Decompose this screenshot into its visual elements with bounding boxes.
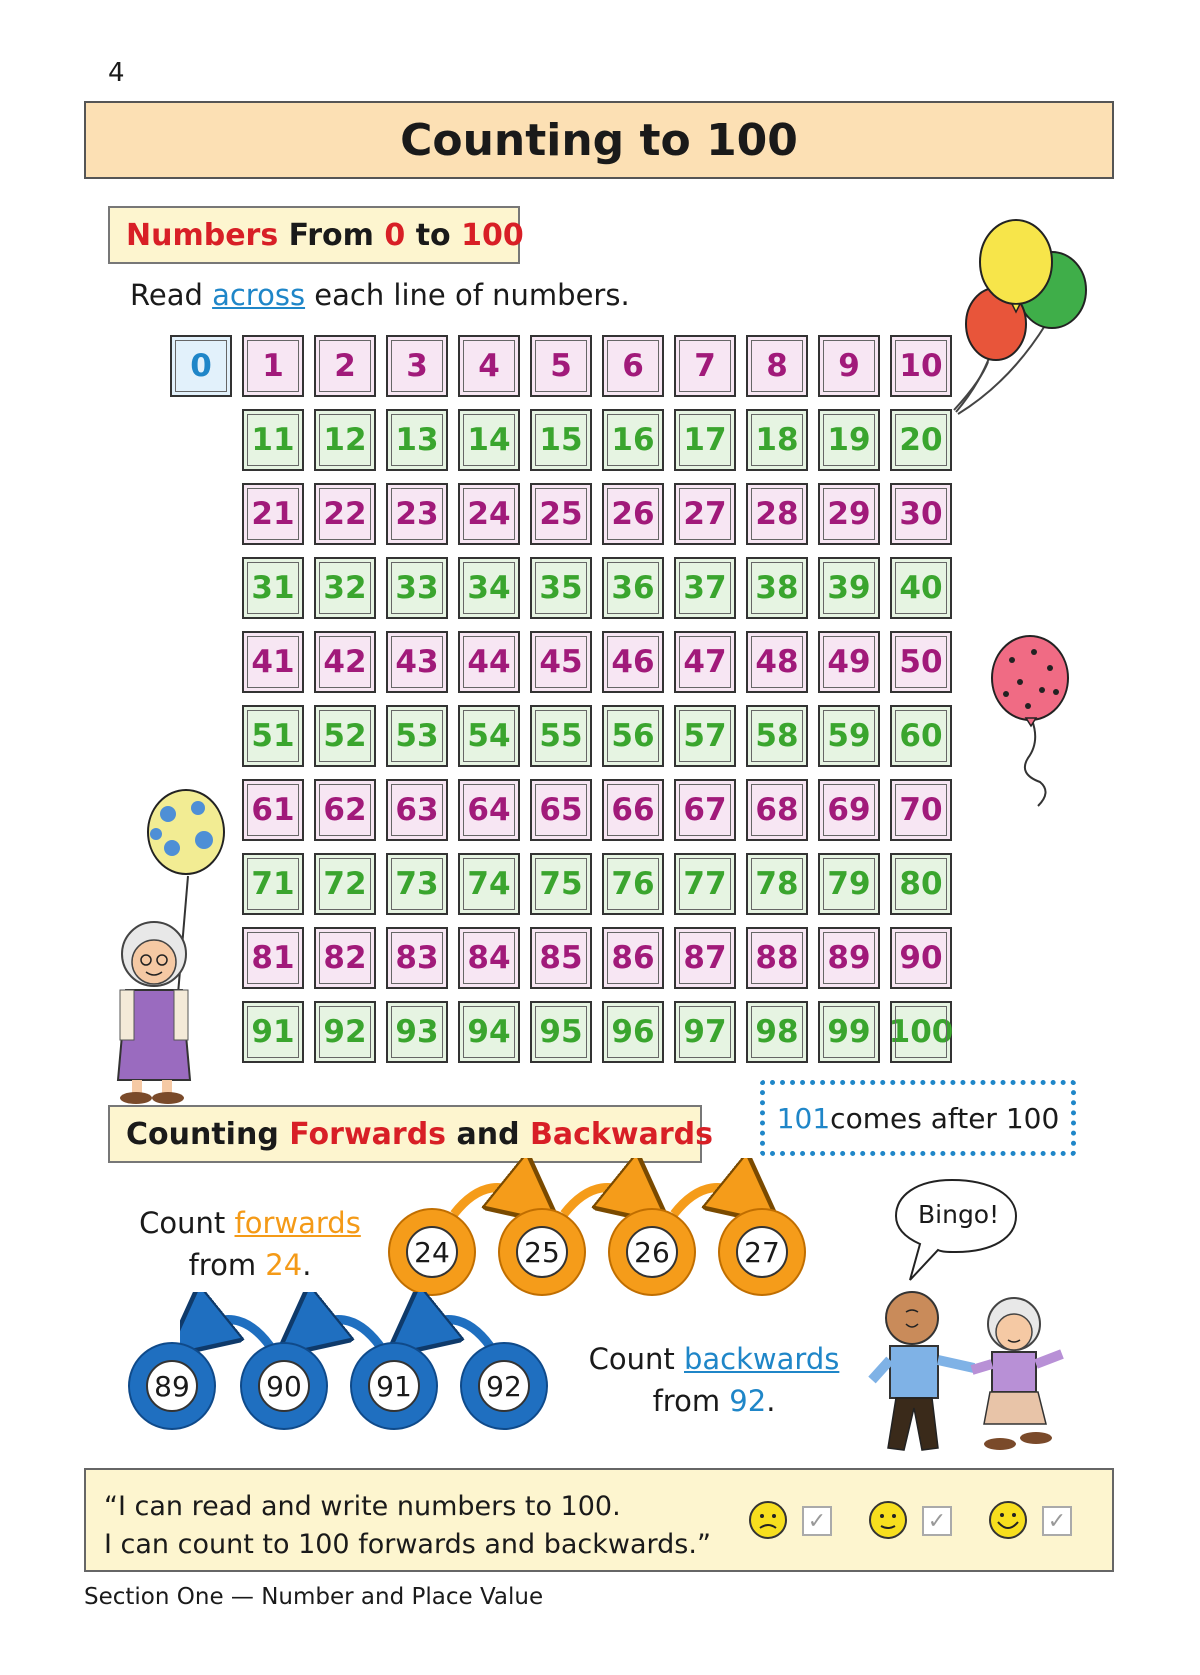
number-cell: 17 bbox=[674, 409, 736, 471]
bingo-ball bbox=[608, 1208, 696, 1296]
number-cell: 19 bbox=[818, 409, 880, 471]
number-cell: 34 bbox=[458, 557, 520, 619]
ball-number: 90 bbox=[258, 1360, 310, 1412]
number-cell: 20 bbox=[890, 409, 952, 471]
number-cell: 55 bbox=[530, 705, 592, 767]
number-cell: 14 bbox=[458, 409, 520, 471]
number-cell: 31 bbox=[242, 557, 304, 619]
number-cell: 3 bbox=[386, 335, 448, 397]
note-number: 101 bbox=[776, 1101, 831, 1135]
heading-word: and bbox=[456, 1116, 520, 1152]
bingo-ball bbox=[128, 1342, 216, 1430]
ball-number: 91 bbox=[368, 1360, 420, 1412]
learning-objective-text bbox=[104, 1488, 711, 1564]
number-cell: 77 bbox=[674, 853, 736, 915]
note-box bbox=[760, 1080, 1076, 1156]
number-cell: 1 bbox=[242, 335, 304, 397]
number-cell: 76 bbox=[602, 853, 664, 915]
heading-word: 100 bbox=[461, 217, 524, 253]
punctuation: . bbox=[766, 1384, 776, 1418]
number-cell: 13 bbox=[386, 409, 448, 471]
number-cell: 90 bbox=[890, 927, 952, 989]
objective-line: I can count to 100 forwards and backwards.” bbox=[104, 1529, 711, 1560]
number-cell: 95 bbox=[530, 1001, 592, 1063]
instruction-text bbox=[130, 278, 630, 312]
number-cell: 72 bbox=[314, 853, 376, 915]
number-cell: 12 bbox=[314, 409, 376, 471]
polka-dot-balloon bbox=[990, 632, 1090, 812]
ball-number: 24 bbox=[406, 1226, 458, 1278]
count-label: from bbox=[652, 1384, 730, 1418]
number-cell: 39 bbox=[818, 557, 880, 619]
instruction-post: each line of numbers. bbox=[305, 278, 630, 312]
arrow-icon bbox=[194, 1320, 270, 1346]
page-number: 4 bbox=[108, 58, 125, 88]
ball-number: 92 bbox=[478, 1360, 530, 1412]
number-cell: 43 bbox=[386, 631, 448, 693]
number-cell: 85 bbox=[530, 927, 592, 989]
number-cell: 41 bbox=[242, 631, 304, 693]
number-cell: 82 bbox=[314, 927, 376, 989]
heading-word: Forwards bbox=[289, 1116, 447, 1152]
number-cell: 21 bbox=[242, 483, 304, 545]
number-cell: 29 bbox=[818, 483, 880, 545]
punctuation: . bbox=[302, 1248, 312, 1282]
instruction-pre: Read bbox=[130, 278, 213, 312]
number-cell: 84 bbox=[458, 927, 520, 989]
backward-arrows bbox=[180, 1292, 520, 1362]
number-cell: 80 bbox=[890, 853, 952, 915]
number-cell: 53 bbox=[386, 705, 448, 767]
page-title: Counting to 100 bbox=[84, 101, 1114, 179]
number-cell: 79 bbox=[818, 853, 880, 915]
ball-number: 25 bbox=[516, 1226, 568, 1278]
heading-word: Backwards bbox=[530, 1116, 713, 1152]
arrow-icon bbox=[674, 1188, 752, 1214]
number-cell: 96 bbox=[602, 1001, 664, 1063]
number-cell: 7 bbox=[674, 335, 736, 397]
number-cell: 58 bbox=[746, 705, 808, 767]
count-label: Count bbox=[139, 1206, 235, 1240]
forward-arrows bbox=[440, 1158, 780, 1228]
grandma-with-balloon-illustration bbox=[106, 784, 236, 1104]
number-cell: 100 bbox=[890, 1001, 952, 1063]
number-cell: 32 bbox=[314, 557, 376, 619]
number-cell: 62 bbox=[314, 779, 376, 841]
number-cell: 30 bbox=[890, 483, 952, 545]
number-cell: 36 bbox=[602, 557, 664, 619]
number-cell: 52 bbox=[314, 705, 376, 767]
dancing-couple-illustration bbox=[866, 1284, 1076, 1464]
number-cell: 24 bbox=[458, 483, 520, 545]
number-cell: 22 bbox=[314, 483, 376, 545]
number-cell: 27 bbox=[674, 483, 736, 545]
number-cell: 9 bbox=[818, 335, 880, 397]
number-cell: 18 bbox=[746, 409, 808, 471]
number-cell: 5 bbox=[530, 335, 592, 397]
number-cell: 56 bbox=[602, 705, 664, 767]
number-cell: 33 bbox=[386, 557, 448, 619]
happy-face-icon bbox=[988, 1500, 1028, 1540]
number-cell: 6 bbox=[602, 335, 664, 397]
number-cell: 86 bbox=[602, 927, 664, 989]
number-cell: 37 bbox=[674, 557, 736, 619]
number-cell: 23 bbox=[386, 483, 448, 545]
arrow-icon bbox=[414, 1320, 490, 1346]
count-backwards-text bbox=[584, 1338, 844, 1422]
objective-line: “I can read and write numbers to 100. bbox=[104, 1491, 621, 1522]
ball-number: 27 bbox=[736, 1226, 788, 1278]
heading-word: Numbers bbox=[126, 217, 279, 253]
number-cell: 38 bbox=[746, 557, 808, 619]
number-cell: 35 bbox=[530, 557, 592, 619]
number-cell: 97 bbox=[674, 1001, 736, 1063]
number-cell: 64 bbox=[458, 779, 520, 841]
number-cell: 42 bbox=[314, 631, 376, 693]
number-cell: 61 bbox=[242, 779, 304, 841]
section-heading-counting bbox=[108, 1105, 713, 1163]
balloons-illustration bbox=[950, 212, 1100, 422]
number-cell: 78 bbox=[746, 853, 808, 915]
number-cell: 87 bbox=[674, 927, 736, 989]
number-cell: 2 bbox=[314, 335, 376, 397]
arrow-icon bbox=[454, 1188, 532, 1214]
bingo-ball bbox=[388, 1208, 476, 1296]
number-cell: 75 bbox=[530, 853, 592, 915]
number-cell: 49 bbox=[818, 631, 880, 693]
forwards-keyword: forwards bbox=[234, 1206, 361, 1240]
heading-word: From bbox=[288, 217, 374, 253]
number-cell: 91 bbox=[242, 1001, 304, 1063]
number-cell: 69 bbox=[818, 779, 880, 841]
number-cell: 57 bbox=[674, 705, 736, 767]
number-cell: 46 bbox=[602, 631, 664, 693]
neutral-face-icon bbox=[868, 1500, 908, 1540]
section-footer: Section One — Number and Place Value bbox=[84, 1584, 544, 1610]
number-cell: 83 bbox=[386, 927, 448, 989]
number-cell: 50 bbox=[890, 631, 952, 693]
number-cell: 71 bbox=[242, 853, 304, 915]
ball-number: 89 bbox=[146, 1360, 198, 1412]
number-cell: 74 bbox=[458, 853, 520, 915]
confused-face-icon bbox=[748, 1500, 788, 1540]
number-cell: 15 bbox=[530, 409, 592, 471]
speech-bubble bbox=[892, 1176, 1022, 1286]
speech-bubble-text: Bingo! bbox=[918, 1200, 1000, 1229]
number-cell: 59 bbox=[818, 705, 880, 767]
number-cell: 65 bbox=[530, 779, 592, 841]
number-cell: 11 bbox=[242, 409, 304, 471]
bingo-ball bbox=[240, 1342, 328, 1430]
number-cell: 4 bbox=[458, 335, 520, 397]
count-forwards-text bbox=[130, 1202, 370, 1286]
bingo-ball bbox=[498, 1208, 586, 1296]
number-cell: 88 bbox=[746, 927, 808, 989]
number-cell: 73 bbox=[386, 853, 448, 915]
bingo-ball bbox=[350, 1342, 438, 1430]
ball-number: 26 bbox=[626, 1226, 678, 1278]
start-number: 24 bbox=[265, 1248, 303, 1282]
section-heading-numbers bbox=[108, 206, 524, 264]
number-cell: 25 bbox=[530, 483, 592, 545]
number-cell: 10 bbox=[890, 335, 952, 397]
count-label: Count bbox=[588, 1342, 684, 1376]
note-text: comes after 100 bbox=[830, 1101, 1060, 1135]
backwards-keyword: backwards bbox=[684, 1342, 840, 1376]
checkbox[interactable]: ✓ bbox=[802, 1506, 832, 1536]
checkbox[interactable]: ✓ bbox=[922, 1506, 952, 1536]
number-cell: 99 bbox=[818, 1001, 880, 1063]
number-cell: 92 bbox=[314, 1001, 376, 1063]
number-cell: 89 bbox=[818, 927, 880, 989]
number-cell: 81 bbox=[242, 927, 304, 989]
number-cell: 60 bbox=[890, 705, 952, 767]
checkbox[interactable]: ✓ bbox=[1042, 1506, 1072, 1536]
number-cell: 70 bbox=[890, 779, 952, 841]
instruction-keyword: across bbox=[212, 278, 306, 312]
number-cell: 40 bbox=[890, 557, 952, 619]
start-number: 92 bbox=[729, 1384, 767, 1418]
number-cell: 16 bbox=[602, 409, 664, 471]
number-cell: 67 bbox=[674, 779, 736, 841]
number-cell: 51 bbox=[242, 705, 304, 767]
heading-word: to bbox=[415, 217, 451, 253]
heading-word: Counting bbox=[126, 1116, 279, 1152]
count-label: from bbox=[188, 1248, 266, 1282]
number-cell: 94 bbox=[458, 1001, 520, 1063]
number-cell: 63 bbox=[386, 779, 448, 841]
number-cell: 8 bbox=[746, 335, 808, 397]
arrow-icon bbox=[564, 1188, 642, 1214]
number-cell: 66 bbox=[602, 779, 664, 841]
heading-word: 0 bbox=[384, 217, 406, 253]
number-cell: 93 bbox=[386, 1001, 448, 1063]
number-cell: 68 bbox=[746, 779, 808, 841]
number-cell: 47 bbox=[674, 631, 736, 693]
number-cell: 45 bbox=[530, 631, 592, 693]
bingo-ball bbox=[460, 1342, 548, 1430]
bingo-ball bbox=[718, 1208, 806, 1296]
number-cell: 28 bbox=[746, 483, 808, 545]
number-cell: 48 bbox=[746, 631, 808, 693]
number-cell: 44 bbox=[458, 631, 520, 693]
number-cell: 54 bbox=[458, 705, 520, 767]
number-cell: 0 bbox=[170, 335, 232, 397]
arrow-icon bbox=[304, 1320, 380, 1346]
number-cell: 26 bbox=[602, 483, 664, 545]
number-cell: 98 bbox=[746, 1001, 808, 1063]
